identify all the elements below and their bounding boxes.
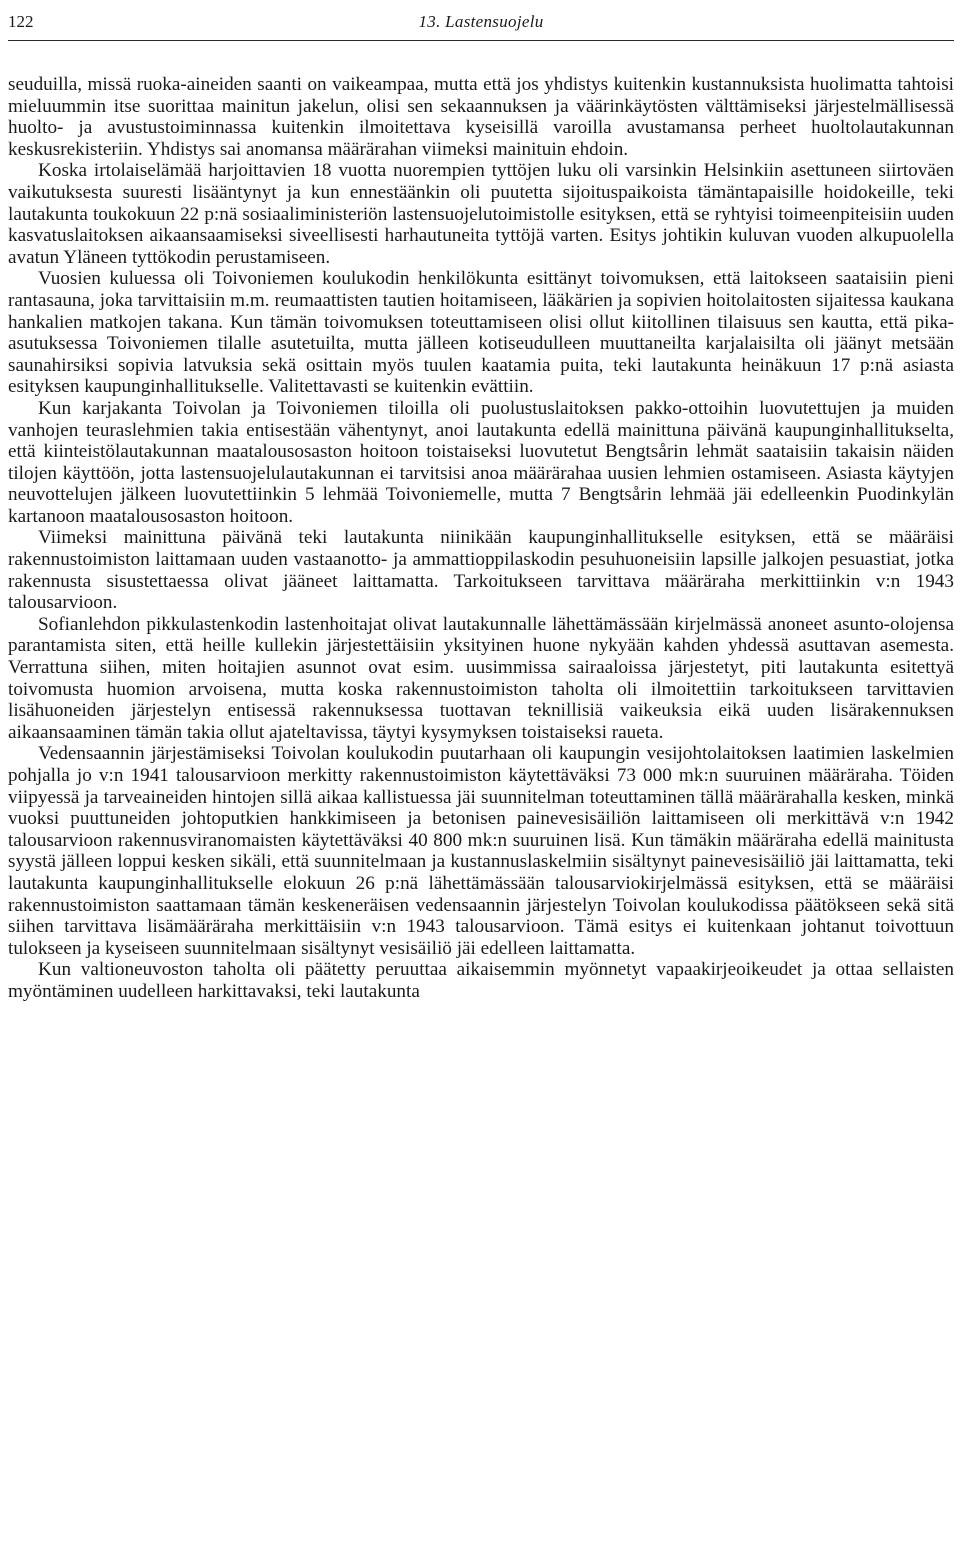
paragraph-pesuastiat: Viimeksi mainittuna päivänä teki lautakunta niinikään kaupunginhallitukselle esityksen, että se määräisi rakennustoimiston laittamaan uuden vastaanotto- ja ammattioppilaskodin pesuhuoneisiin lapsille jalkojen pesuastiat, jotka rakennusta sisustettaessa olivat jääneet laittamatta. Tarkoitukseen tarvittava määräraha merkittiinkin v:n 1943 talousarvioon.	[8, 527, 954, 614]
paragraph-vedensaanti: Vedensaannin järjestämiseksi Toivolan koulukodin puutarhaan oli kaupungin vesijohtolaitoksen laatimien laskelmien pohjalla jo v:n 1941 talousarvioon merkitty rakennustoimiston käytettäväksi 73 000 mk:n suuruinen määräraha. Töiden viipyessä ja tarveaineiden hintojen sillä aikaa kallistuessa jäi suunnitelman toteuttaminen tällä määrärahalla kesken, minkä vuoksi puuttuneiden johtoputkien hankkimiseen ja betonisen painevesisäiliön laittamiseen oli merkittävä v:n 1942 talousarvioon rakennusviranomaisten käytettäväksi 40 800 mk:n suuruinen lisä. Kun tämäkin määräraha edellä mainitusta syystä jälleen loppui kesken sikäli, että suunnitelmaan ja kustannuslaskelmiin sisältynyt painevesisäiliö jäi laittamatta, teki lautakunta kaupunginhallitukselle elokuun 26 p:nä lähettämässään talousarviokirjelmässä esityksen, että se määräisi rakennustoimiston saattamaan tämän keskeneräisen vedensaannin järjestelyn Toivolan koulukodissa päätökseen sekä sitä siihen tarvittava lisämääräraha merkittäisiin v:n 1943 talousarvioon. Tämä esitys ei kuitenkaan johtanut toivottuun tulokseen ja kyseiseen suunnitelmaan sisältynyt vesisäiliö jäi edelleen laittamatta.	[8, 743, 954, 959]
paragraph-rantasauna: Vuosien kuluessa oli Toivoniemen koulukodin henkilökunta esittänyt toivomuksen, että laitokseen saataisiin pieni rantasauna, joka tarvittaisiin m.m. reumaattisten tautien hoitamiseen, lääkärien ja sopivien hoitolaitosten sijaitessa kaukana hankalien matkojen takana. Kun tämän toivomuksen toteuttamiseen olisi ollut kiitollinen tilaisuus sen kautta, että pika-asutuksessa Toivoniemen tilalle asutetuilta, mutta jälleen kotiseudulleen muuttaneilta karjalaisilta oli jäänyt metsään saunahirsiksi sopivia latvuksia sekä osittain myös tuulen kaatamia puita, teki lautakunta heinäkuun 17 p:nä asiasta esityksen kaupunginhallitukselle. Valitettavasti se kuitenkin evättiin.	[8, 268, 954, 398]
running-header	[8, 12, 954, 41]
paragraph-irtolaiselama: Koska irtolaiselämää harjoittavien 18 vuotta nuorempien tyttöjen luku oli varsinkin Helsinkiin asettuneen siirtoväen vaikutuksesta suuresti lisääntynyt ja kun ennestäänkin oli puutetta sijoituspaikoista tämäntapaisille hoidokeille, teki lautakunta toukokuun 22 p:nä sosiaaliministeriön lastensuojelutoimistolle esityksen, että se ryhtyisi toimeenpiteisiin uuden kasvatuslaitoksen aikaansaamiseksi siveellisesti harhautuneita tyttöjä varten. Esitys johtikin kuluvan vuoden alkupuolella avatun Yläneen tyttökodin perustamiseen.	[8, 160, 954, 268]
chapter-title: 13. Lastensuojelu	[418, 12, 544, 31]
page-number: 122	[8, 12, 34, 31]
body-text	[8, 74, 954, 1003]
paragraph-sofianlehto: Sofianlehdon pikkulastenkodin lastenhoitajat olivat lautakunnalle lähettämässään kirjelmässä anoneet asunto-olojensa parantamista siten, että heille kullekin järjestettäisiin yksityinen huone nykyään kahden yhdessä asuttavan asemesta. Verrattuna siihen, miten hoitajien asunnot ovat esim. uusimmissa sairaaloissa järjestetyt, piti lautakunta esitettyä toivomusta huomion arvoisena, mutta koska rakennustoimiston taholta oli ilmoitettiin tarkoitukseen tarvittavien lisähuoneiden järjestelyn entisessä rakennuksessa tuottavan teknillisiä vaikeuksia eikä uuden lisärakennuksen aikaansaaminen tämän takia ollut ajateltavissa, täytyi kysymyksen toistaiseksi raueta.	[8, 613, 954, 743]
paragraph-karjakanta: Kun karjakanta Toivolan ja Toivoniemen tiloilla oli puolustuslaitoksen pakko-ottoihin luovutettujen ja muiden vanhojen teuraslehmien takia entisestään vähentynyt, anoi lautakunta edellä mainittuna päivänä kaupunginhallitukselta, että kiinteistölautakunnan maatalousosaston hoitoon toistaiseksi luovutetut Bengtsårin lehmät saataisiin takaisin näiden tilojen käyttöön, jotta lastensuojelulautakunnan ei tarvitsisi anoa määrärahaa uusien lehmien ostamiseen. Asiasta käytyjen neuvottelujen jälkeen luovutettiinkin 5 lehmää Toivoniemelle, mutta 7 Bengtsårin lehmää jäi edelleenkin Puodinkylän kartanoon maatalousosaston hoitoon.	[8, 397, 954, 527]
paragraph-vapaakirjeoikeudet: Kun valtioneuvoston taholta oli päätetty peruuttaa aikaisemmin myönnetyt vapaakirjeoikeudet ja ottaa sellaisten myöntäminen uudelleen harkittavaksi, teki lautakunta	[8, 959, 954, 1002]
paragraph-continuation: seuduilla, missä ruoka-aineiden saanti on vaikeampaa, mutta että jos yhdistys kuitenkin kustannuksista huolimatta tahtoisi mieluummin itse suorittaa mainitun jakelun, olisi sen sekaannuksen ja väärinkäytösten välttämiseksi järjestelmällisessä huolto- ja avustustoiminnassa kuitenkin ilmoitettava kyseisillä varoilla avustamansa perheet huoltolautakunnan keskusrekisteriin. Yhdistys sai anomansa määrärahan viimeksi mainituin ehdoin.	[8, 74, 954, 160]
